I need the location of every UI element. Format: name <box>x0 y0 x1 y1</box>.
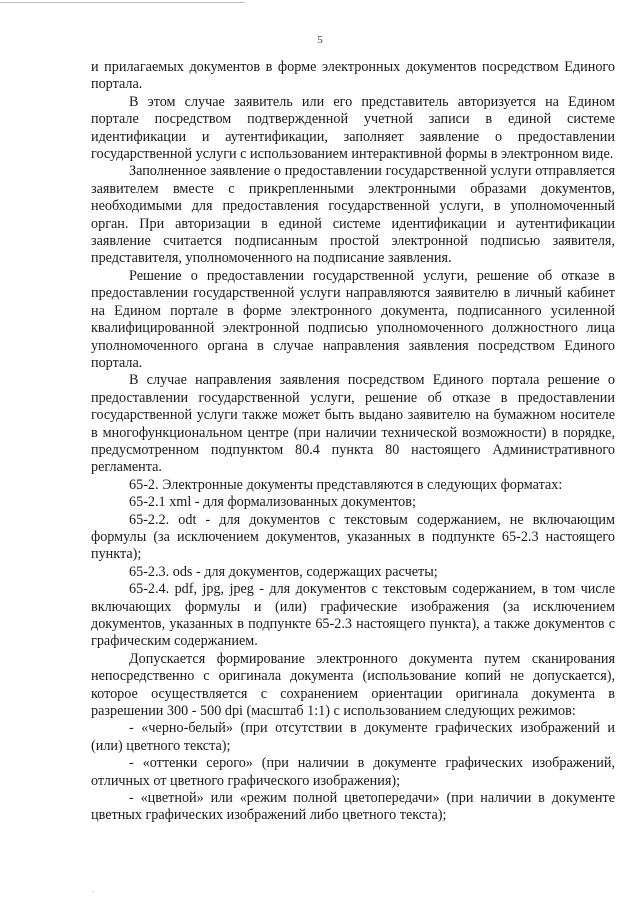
paragraph: Решение о предоставлении государственной услуги, решение об отказе в предоставлении государственной услуги направляются заявителю в личный кабинет на Едином портале в форме электронного документа, подписанного усиленной квалифицированной электронной подписью уполномоченного должностного лица уполномоченного органа в случае направления заявления посредством Единого портала. <box>91 267 615 371</box>
paragraph: и прилагаемых документов в форме электронных документов посредством Единого портала. <box>91 59 615 93</box>
paragraph: В этом случае заявитель или его представитель авторизуется на Едином портале посредством подтвержденной учетной записи в единой системе идентификации и аутентификации, заполняет заявление о предоставлении государственной услуги с использованием интерактивной формы в электронном виде. <box>91 93 615 163</box>
paragraph: Допускается формирование электронного документа путем сканирования непосредственно с оригинала документа (использование копий не допускается), которое осуществляется с сохранением ориентации оригинала документа в разрешении 300 - 500 dpi (масштаб 1:1) с использованием следующих режимов: <box>91 650 615 720</box>
top-rule <box>0 2 245 3</box>
paragraph: - «цветной» или «режим полной цветопередачи» (при наличии в документе цветных графических изображений либо цветного текста); <box>91 790 615 824</box>
paragraph: 65-2.2. odt - для документов с текстовым содержанием, не включающим формулы (за исключением документов, указанных в подпункте 65-2.3 настоящего пункта); <box>91 511 615 563</box>
paragraph: В случае направления заявления посредством Единого портала решение о предоставлении государственной услуги, решение об отказе в предоставлении государственной услуги также может быть выдано заявителю на бумажном носителе в многофункциональном центре (при наличии технической возможности) в порядке, предусмотренном подпунктом 80.4 пункта 80 настоящего Административного регламента. <box>91 372 615 476</box>
paragraph: 65-2. Электронные документы представляются в следующих форматах: <box>129 476 563 493</box>
paragraph: 65-2.1 xml - для формализованных документов; <box>129 494 416 511</box>
paragraph: 65-2.3. ods - для документов, содержащих расчеты; <box>129 563 438 580</box>
paragraph: 65-2.4. pdf, jpg, jpeg - для документов с текстовым содержанием, в том числе включающих формулы и (или) графические изображения (за исключением документов, указанных в подпункте 65-2.3 настоящего пункта), а также документов с графическим содержанием. <box>91 581 615 650</box>
document-body <box>91 59 615 825</box>
page-number: 5 <box>317 34 323 46</box>
paragraph: - «оттенки серого» (при наличии в документе графических изображений, отличных от цветного графического изображения); <box>91 755 615 789</box>
paragraph: Заполненное заявление о предоставлении государственной услуги отправляется заявителем вместе с прикрепленными электронными образами документов, необходимыми для предоставления государственной услуги, в уполномоченный орган. При авторизации в единой системе идентификации и аутентификации заявление считается подписанным простой электронной подписью заявителя, представителя, уполномоченного на подписание заявления. <box>91 163 615 267</box>
paragraph: - «черно-белый» (при отсутствии в документе графических изображений и (или) цветного текста); <box>91 720 615 754</box>
scan-mark: . <box>92 885 94 894</box>
